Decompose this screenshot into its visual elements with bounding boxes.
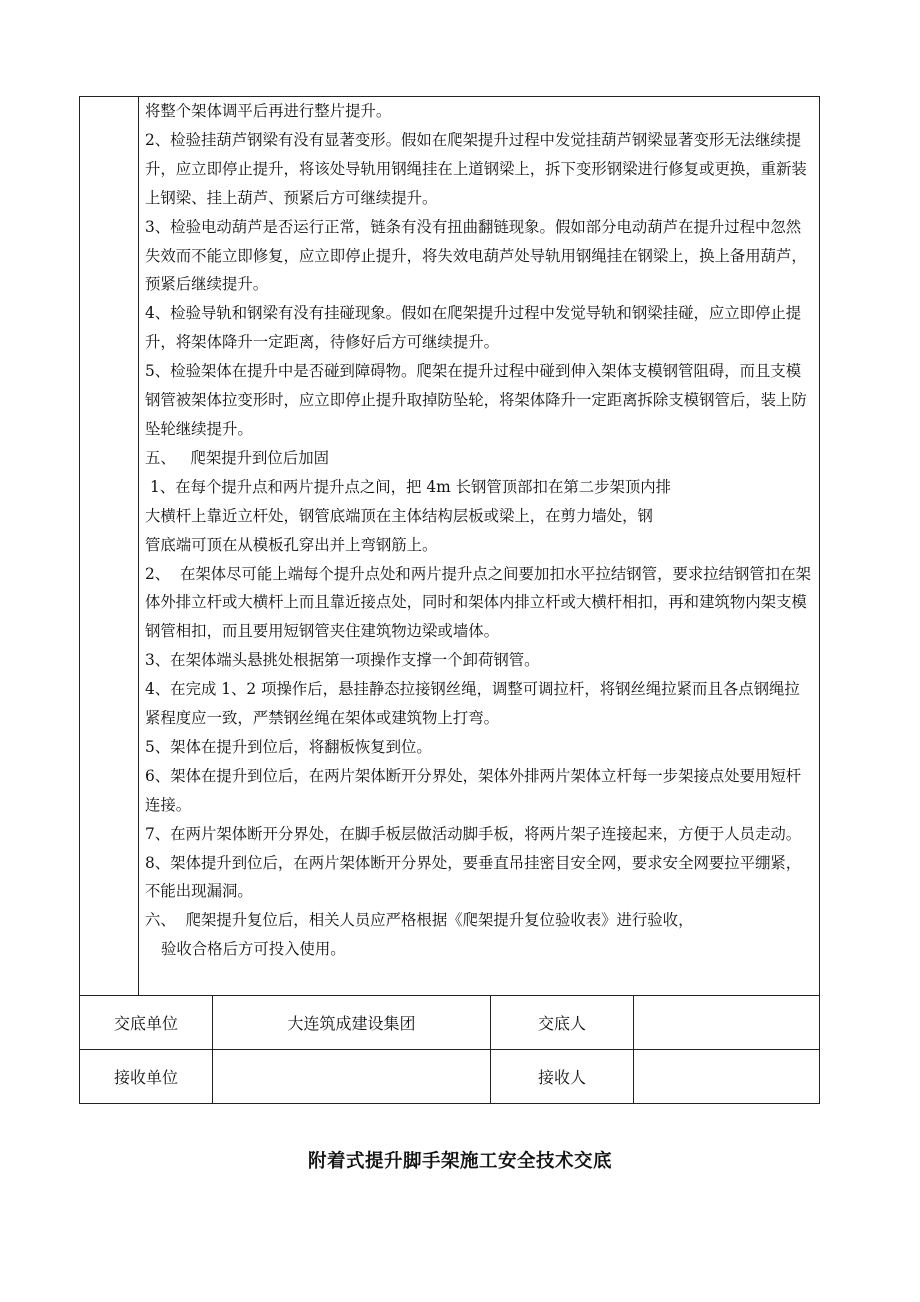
receiving-row <box>80 1050 820 1104</box>
paragraph: 5、检验架体在提升中是否碰到障碍物。爬架在提升过程中碰到伸入架体支模钢管阻碍，而且支模钢管被架体拉变形时，应立即停止提升取掉防坠轮，将架体降升一定距离拆除支模钢管后，装上防坠轮继续提升。 <box>145 362 807 438</box>
paragraph: 5、架体在提升到位后，将翻板恢复到位。 <box>145 737 432 756</box>
paragraph: 2、 在架体尽可能上端每个提升点处和两片提升点之间要加扣水平拉结钢管，要求拉结钢管扣在架体外排立杆或大横杆上而且靠近接点处，同时和架体内排立杆或大横杆相扣，再和建筑物内架支模钢管相扣，而且要用短钢管夹住建筑物边梁或墙体。 <box>145 564 811 641</box>
paragraph: 将整个架体调平后再进行整片提升。 <box>145 102 392 120</box>
receiving-unit-label: 接收单位 <box>80 1050 213 1104</box>
paragraph: 大横杆上靠近立杆处，钢管底端顶在主体结构层板或梁上，在剪力墙处，钢 <box>145 506 653 525</box>
content-cell <box>139 97 820 996</box>
receiver-label: 接收人 <box>491 1050 634 1104</box>
handover-row <box>80 996 820 1050</box>
paragraph: 1、在每个提升点和两片提升点之间，把 4m 长钢管顶部扣在第二步架顶内排 <box>150 477 672 496</box>
blank-cell <box>80 97 139 996</box>
paragraph: 4、在完成 1、2 项操作后，悬挂静态拉接钢丝绳，调整可调拉杆，将钢丝绳拉紧而且各点钢绳拉紧程度应一致，严禁钢丝绳在架体或建筑物上打弯。 <box>145 680 800 728</box>
handover-person-value <box>634 996 820 1050</box>
handover-unit-value: 大连筑成建设集团 <box>213 996 491 1050</box>
paragraph: 3、检验电动葫芦是否运行正常，链条有没有扭曲翻链现象。假如部分电动葫芦在提升过程中忽然失效而不能立即修复，应立即停止提升，将失效电葫芦处导轨用钢绳挂在钢梁上，换上备用葫芦，预紧后继续提升。 <box>145 217 807 294</box>
section-heading: 六、 爬架提升复位后，相关人员应严格根据《爬架提升复位验收表》进行验收， <box>145 911 694 930</box>
paragraph: 3、在架体端头悬挑处根据第一项操作支撑一个卸荷钢管。 <box>145 651 540 670</box>
paragraph: 4、检验导轨和钢梁有没有挂碰现象。假如在爬架提升过程中发觉导轨和钢梁挂碰，应立即停止提升，将架体降升一定距离，待修好后方可继续提升。 <box>145 304 802 352</box>
section-heading: 五、 爬架提升到位后加固 <box>145 448 329 467</box>
receiver-value <box>634 1050 820 1104</box>
paragraph: 6、架体在提升到位后，在两片架体断开分界处，架体外排两片架体立杆每一步架接点处要用短杆连接。 <box>145 766 802 814</box>
disclosure-table <box>79 96 820 1104</box>
document-title: 附着式提升脚手架施工安全技术交底 <box>307 1151 612 1172</box>
content-row <box>80 97 820 996</box>
handover-person-label: 交底人 <box>491 996 634 1050</box>
receiving-unit-value <box>213 1050 491 1104</box>
paragraph: 8、架体提升到位后，在两片架体断开分界处，要垂直吊挂密目安全网，要求安全网要拉平绷紧，不能出现漏洞。 <box>145 853 802 901</box>
paragraph: 7、在两片架体断开分界处，在脚手板层做活动脚手板，将两片架子连接起来，方便于人员走动。 <box>145 824 802 843</box>
handover-unit-label: 交底单位 <box>80 996 213 1050</box>
paragraph: 2、检验挂葫芦钢梁有没有显著变形。假如在爬架提升过程中发觉挂葫芦钢梁显著变形无法继续提升，应立即停止提升，将该处导轨用钢绳挂在上道钢梁上，拆下变形钢梁进行修复或更换，重新装上钢梁、挂上葫芦、预紧后方可继续提升。 <box>145 130 807 207</box>
paragraph: 管底端可顶在从模板孔穿出并上弯钢筋上。 <box>145 535 438 554</box>
paragraph: 验收合格后方可投入使用。 <box>161 940 346 959</box>
